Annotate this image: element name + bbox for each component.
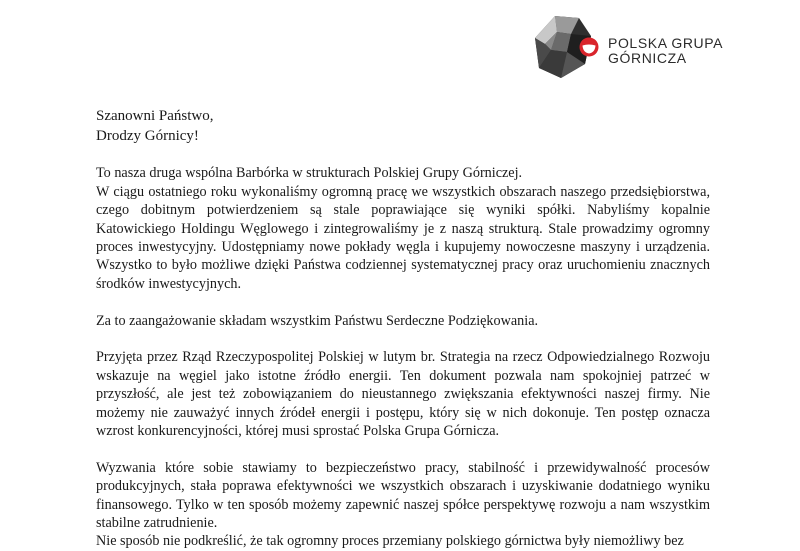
company-logo xyxy=(527,12,727,82)
letter-body xyxy=(96,106,710,551)
paragraph-4: Wyzwania które sobie stawiamy to bezpieczeństwo pracy, stabilność i przewidywalność procesów produkcyjnych, stała poprawa efektywności we wszystkich obszarach i uzyskiwanie dodatniego wyniku finansowego. Tylko w ten sposób możemy zapewnić naszej spółce perspektywę rozwoju a nam wszystkim stabilne zatrudnienie. xyxy=(96,459,710,532)
paragraph-2: Za to zaangażowanie składam wszystkim Państwu Serdeczne Podziękowania. xyxy=(96,312,539,329)
salutation-line-1: Szanowni Państwo, xyxy=(96,108,214,124)
logo-line-1: POLSKA GRUPA xyxy=(608,35,724,51)
paragraph-3: Przyjęta przez Rząd Rzeczypospolitej Polskiej w lutym br. Strategia na rzecz Odpowiedzialnego Rozwoju wskazuje na węgiel jako istotne źródło energii. Ten dokument pozwala nam spokojniej patrzeć w przyszłość, ale jest też zobowiązaniem do nieustannego zwiększania efektywności naszej firmy. Nie możemy nie zauważyć innych źródeł energii i postępu, który się w nich dokonuje. Ten postęp oznacza wzrost konkurencyjności, której musi sprostać Polska Grupa Górnicza. xyxy=(96,349,710,440)
logo-wordmark xyxy=(608,36,723,66)
salutation-line-2: Drodzy Górnicy! xyxy=(96,128,199,144)
logo-line-2: GÓRNICZA xyxy=(608,50,687,66)
paragraph-1-intro: To nasza druga wspólna Barbórka w strukturach Polskiej Grupy Górniczej. xyxy=(96,165,523,182)
paragraph-5: Nie sposób nie podkreślić, że tak ogromny proces przemiany polskiego górnictwa były niemożliwy bez xyxy=(96,533,684,550)
paragraph-1-body: W ciągu ostatniego roku wykonaliśmy ogromną pracę we wszystkich obszarach naszego przedsiębiorstwa, czego dobitnym potwierdzeniem są stale poprawiające się wyniki spółki. Nabyliśmy kopalnie Katowickiego Holdingu Węglowego i zintegrowaliśmy je z naszą strukturą. Stale prowadzimy ogromny proces inwestycyjny. Udostępniamy nowe pokłady węgla i kupujemy nowoczesne maszyny i urządzenia. Wszystko to było możliwe dzięki Państwa codziennej systematycznej pracy oraz uruchomieniu znacznych środków inwestycyjnych. xyxy=(96,183,710,292)
logo-red-circle-icon xyxy=(579,37,599,57)
